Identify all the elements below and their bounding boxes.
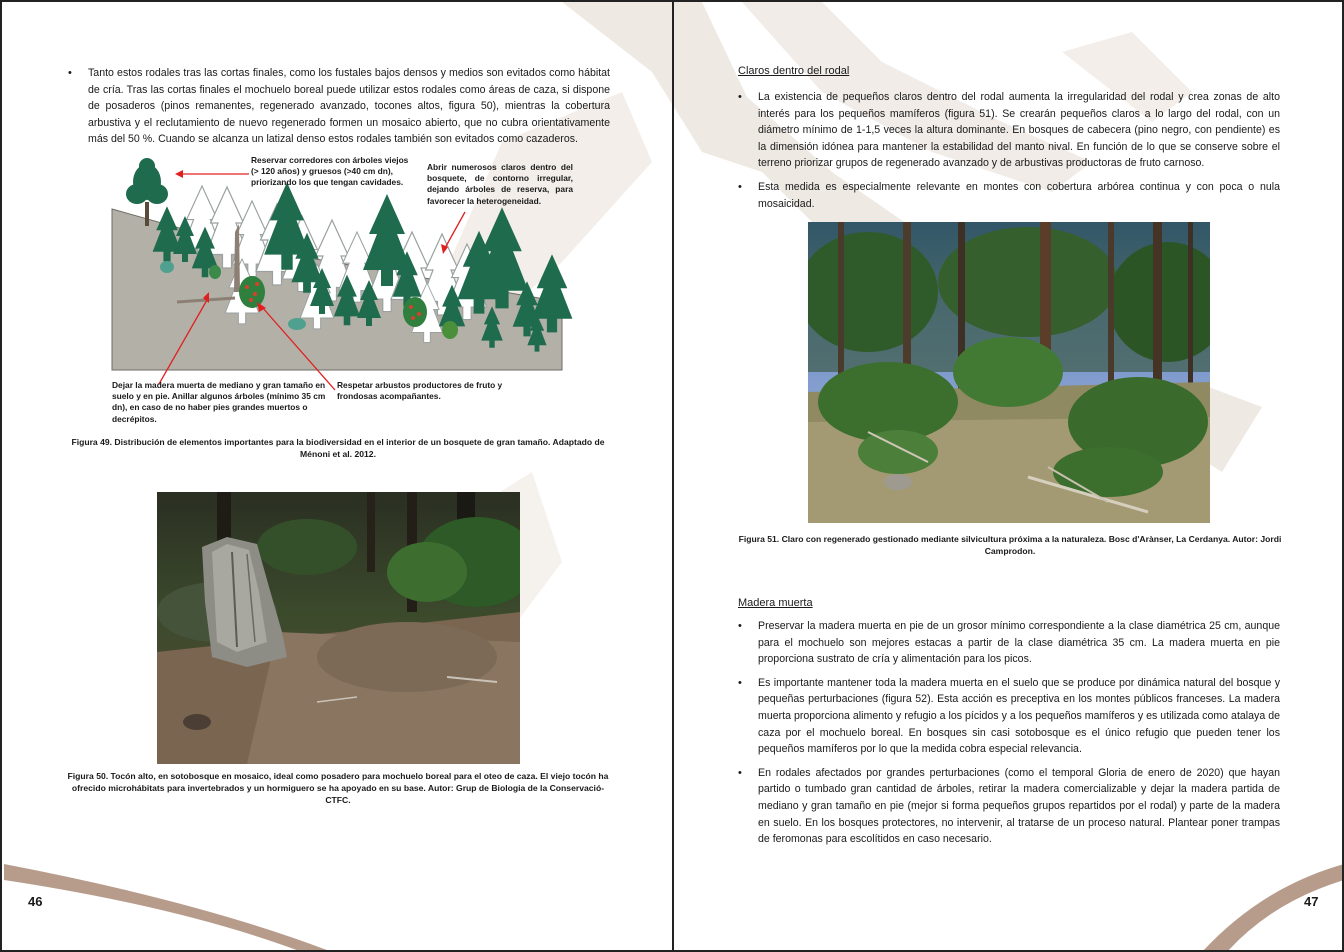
annotation-corridors: Reservar corredores con árboles viejos (> 120 años) y gruesos (>40 cm dn), priorizando los que tengan cavidades.	[251, 155, 409, 188]
page-number: 47	[1304, 894, 1319, 909]
annotation-clearings: Abrir numerosos claros dentro del bosquete, de contorno irregular, dejando árboles de reserva, para favorecer la heterogeneidad.	[427, 162, 573, 206]
page-number: 46	[28, 894, 43, 909]
section-heading-claros: Claros dentro del rodal	[738, 65, 850, 77]
figure-51-photo	[808, 222, 1210, 523]
right-page	[674, 2, 1344, 952]
list-item: • Esta medida es especialmente relevante en montes con cobertura arbórea continua y con poca o nula mosaicidad.	[736, 179, 1280, 212]
list-item: • Preservar la madera muerta en pie de un grosor mínimo correspondiente a la clase diamétrica 25 cm, aunque para el mochuelo son mejores estacas a partir de la clase diamétrica 35 cm. La madera muerta en pie proporciona sustrato de cría y alimentación para los picos.	[736, 618, 1280, 668]
list-item: • En rodales afectados por grandes perturbaciones (como el temporal Gloria de enero de 2020) que hayan partido o tumbado gran cantidad de árboles, retirar la madera comercializable y dejar la madera partida de mediano y gran tamaño en pie (mejor si forma pequeños grupos repartidos por el rodal) y parte de la madera en suelo. En los bosques protectores, no intervenir, al tratarse de un proceso natural. Plantear poner trampas de feromonas para escolítidos en caso necesario.	[736, 765, 1280, 848]
annotation-deadwood: Dejar la madera muerta de mediano y gran tamaño en suelo y en pie. Anillar algunos árboles (mínimo 35 cm dn), en caso de no haber pies grandes muertos o decrépitos.	[112, 380, 326, 424]
list-item: • La existencia de pequeños claros dentro del rodal aumenta la irregularidad del rodal y crea zonas de alto interés para los pequeños mamíferos (figura 51). Se crearán pequeños claros a lo largo del rodal, con un diámetro mínimo de 1-1,5 veces la altura dominante. En bosques de cabecera (pino negro, con pendiente) es la dimensión idónea para mantener la estabilidad del manto nival. En función de lo que se conserve sobre el terreno priorizar grupos de regenerado avanzado y de arbustivas productoras de fruto carnoso.	[736, 89, 1280, 172]
madera-bullet-list	[736, 618, 1280, 855]
figure-50-caption: Figura 50. Tocón alto, en sotobosque en mosaico, ideal como posadero para mochuelo boreal para el oteo de caza. El viejo tocón ha ofrecido microhábitats para invertebrados y un hormiguero se ha apoyado en su base. Autor: Grup de Biologia de la Conservació-CTFC.	[67, 771, 609, 805]
left-bullet-list	[66, 65, 610, 155]
left-page	[2, 2, 672, 952]
section-heading-madera: Madera muerta	[738, 597, 813, 609]
figure-51-caption: Figura 51. Claro con regenerado gestionado mediante silvicultura próxima a la naturaleza. Bosc d'Arànser, La Cerdanya. Autor: Jordi Camprodon.	[738, 534, 1282, 556]
figure-49-caption: Figura 49. Distribución de elementos importantes para la biodiversidad en el interior de un bosquete de gran tamaño. Adaptado de Ménoni et al. 2012.	[71, 437, 605, 459]
claros-bullet-list	[736, 89, 1280, 219]
list-item: • Es importante mantener toda la madera muerta en el suelo que se produce por dinámica natural del bosque y pequeñas perturbaciones (figura 52). Esta acción es preceptiva en los montes públicos franceses. La madera muerta proporciona alimento y refugio a los pícidos y a los pequeños mamíferos y es utilizada como atalaya de caza por el mochuelo boreal. En bosques sin casi sotobosque es el único refugio que pueden tener los pequeños mamíferos por lo que la medida cobra especial relevancia.	[736, 675, 1280, 758]
figure-50-photo	[157, 492, 520, 764]
list-item: • Tanto estos rodales tras las cortas finales, como los fustales bajos densos y medios son evitados como hábitat de cría. Tras las cortas finales el mochuelo boreal puede utilizar estos rodales como áreas de caza, si dispone de posaderos (pinos remanentes, regenerado avanzado, tocones altos, figura 50), mientras la cobertura arbustiva y el reclutamiento de nuevo regenerado formen un mosaico abierto, que no cubra orientativamente más del 50 %. Cuando se alcanza un latizal denso estos rodales también son evitados como cazaderos.	[66, 65, 610, 148]
annotation-shrubs: Respetar arbustos productores de fruto y frondosas acompañantes.	[337, 380, 503, 402]
